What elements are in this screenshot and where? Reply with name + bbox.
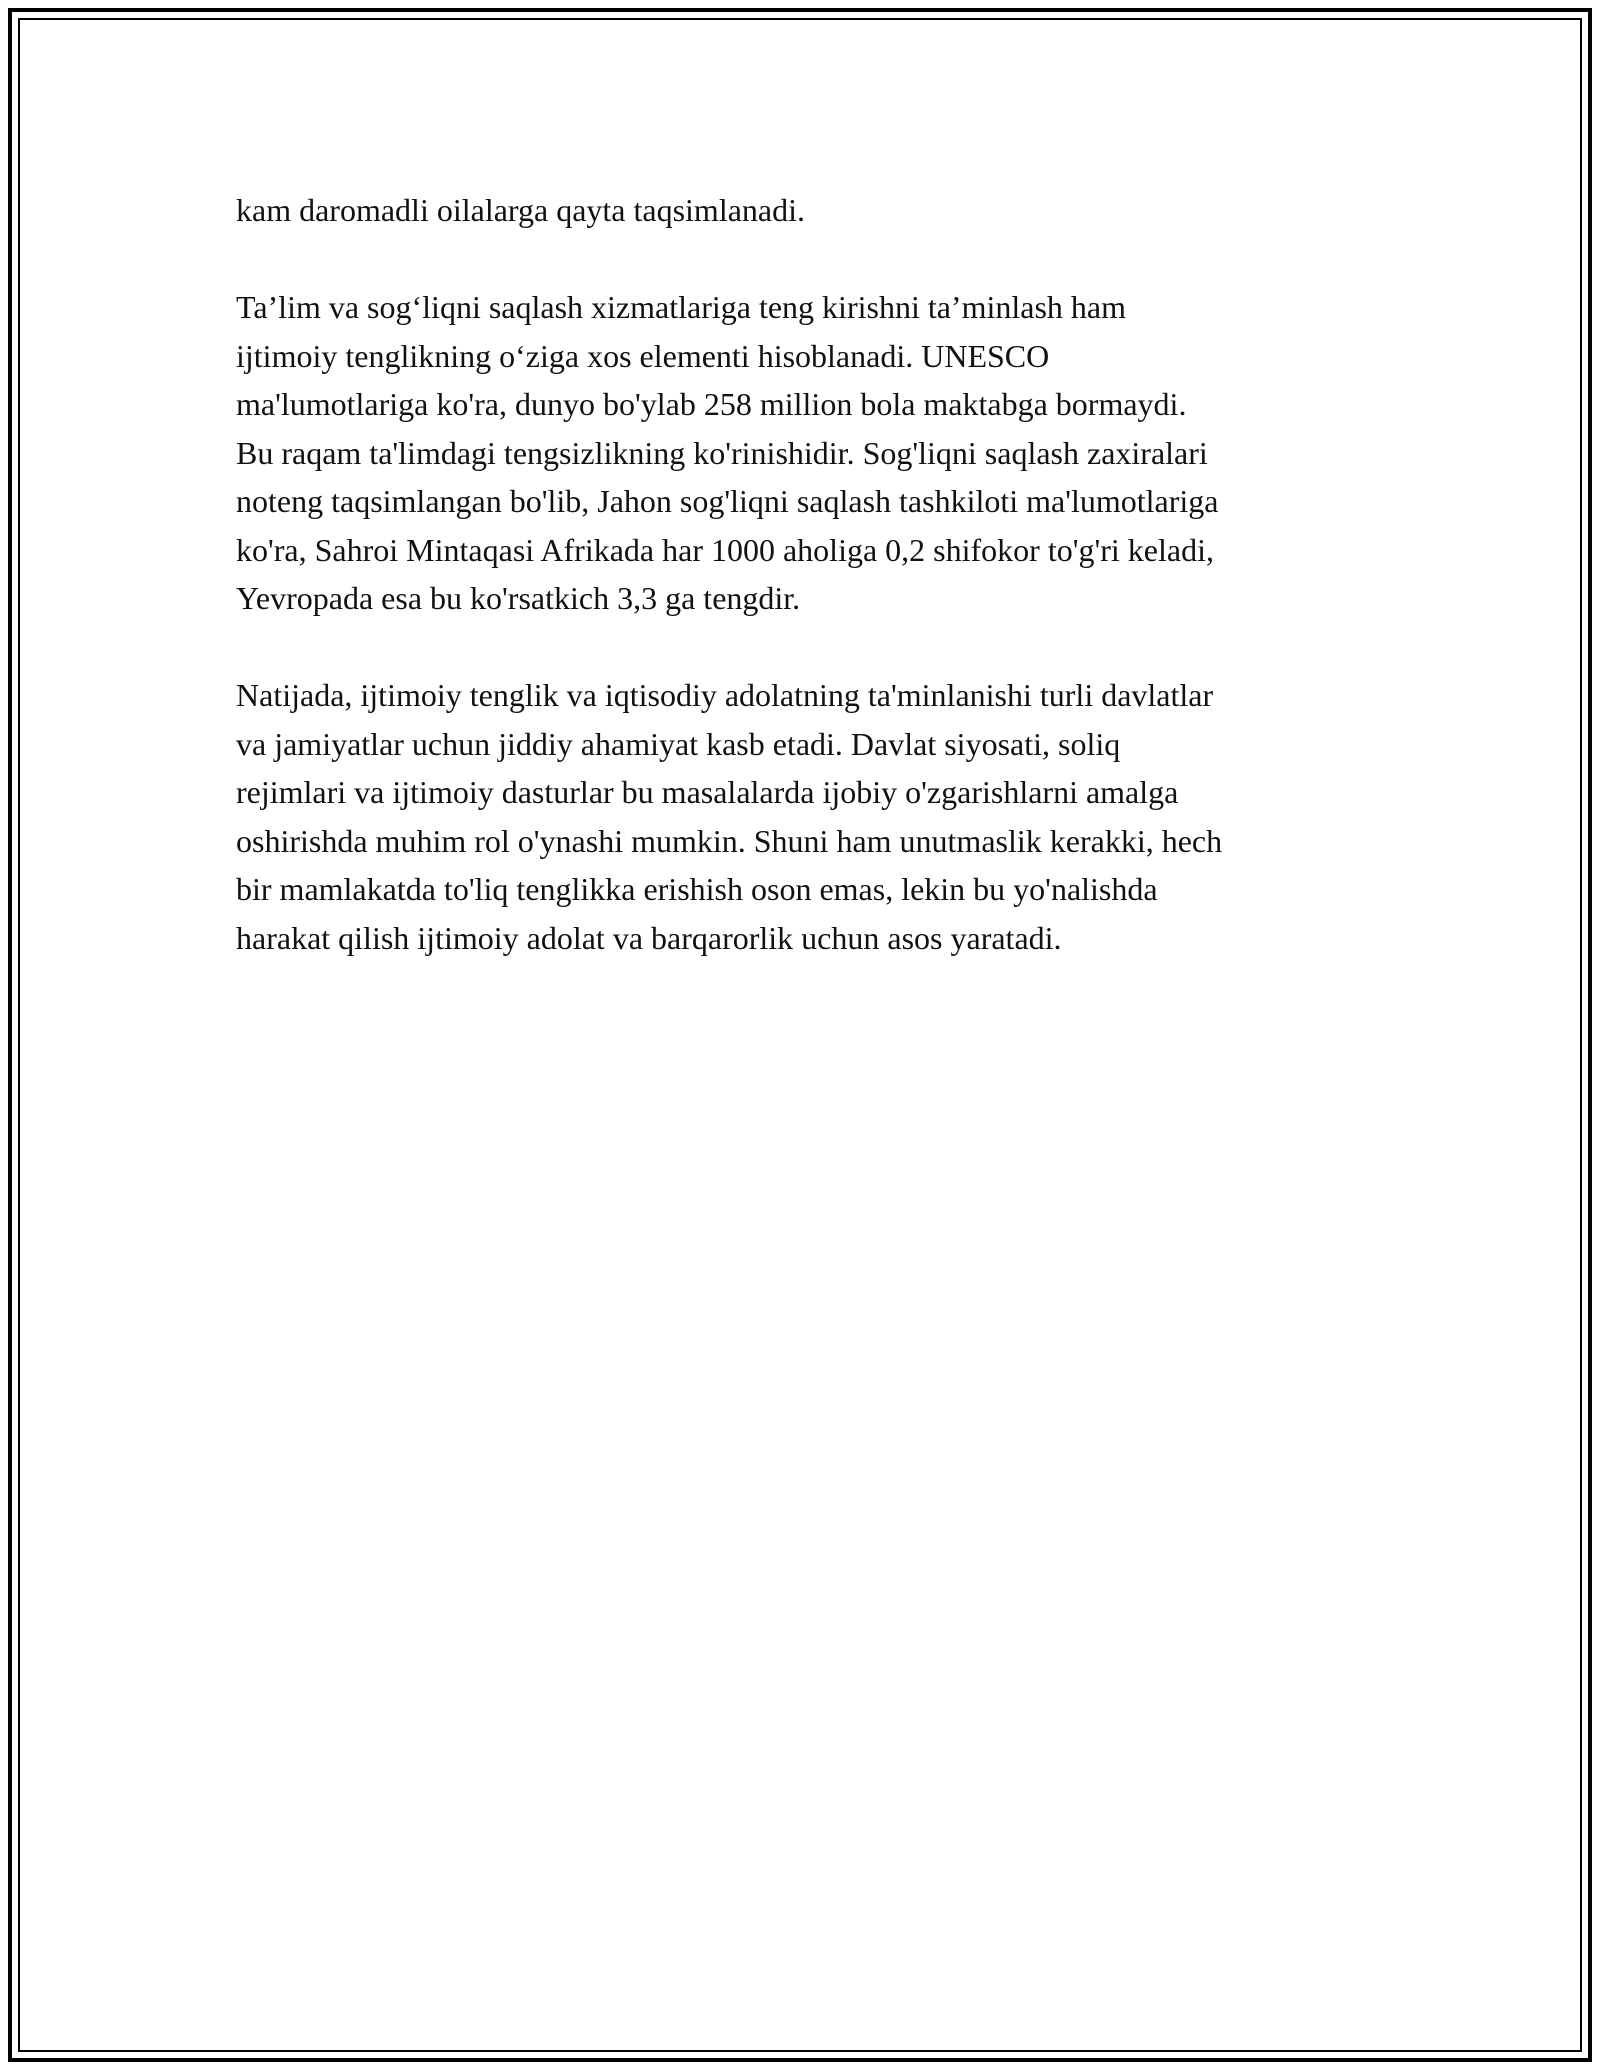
text-line: bir mamlakatda to'liq tenglikka erishish oson emas, lekin bu yo'nalishda bbox=[236, 871, 1158, 907]
text-line: oshirishda muhim rol o'ynashi mumkin. Shuni ham unutmaslik kerakki, hech bbox=[236, 822, 1223, 859]
text-line: harakat qilish ijtimoiy adolat va barqarorlik uchun asos yaratadi. bbox=[236, 919, 1062, 956]
text-line: Yevropada esa bu ko'rsatkich 3,3 ga tengdir. bbox=[236, 580, 801, 616]
text-line: Bu raqam ta'limdagi tengsizlikning ko'rinishidir. Sog'liqni saqlash zaxiralari bbox=[236, 434, 1208, 471]
text-line: Ta’lim va sog‘liqni saqlash xizmatlariga teng kirishni ta’minlash ham bbox=[236, 289, 1126, 325]
document-body bbox=[236, 186, 1376, 1011]
text-line: noteng taqsimlangan bo'lib, Jahon sog'liqni saqlash tashkiloti ma'lumotlariga bbox=[236, 483, 1219, 519]
text-line: va jamiyatlar uchun jiddiy ahamiyat kasb etadi. Davlat siyosati, soliq bbox=[236, 725, 1121, 762]
text-line: rejimlari va ijtimoiy dasturlar bu masalalarda ijobiy o'zgarishlarni amalga bbox=[236, 774, 1179, 810]
paragraph-2 bbox=[236, 283, 1376, 623]
paragraph-3 bbox=[236, 671, 1376, 962]
text-line: ijtimoiy tenglikning o‘ziga xos elementi hisoblanadi. UNESCO bbox=[236, 337, 1050, 374]
text-line: kam daromadli oilalarga qayta taqsimlanadi. bbox=[236, 192, 805, 228]
text-line: ko'ra, Sahroi Mintaqasi Afrikada har 1000 aholiga 0,2 shifokor to'g'ri keladi, bbox=[236, 531, 1214, 568]
paragraph-1 bbox=[236, 186, 1376, 235]
text-line: ma'lumotlariga ko'ra, dunyo bo'ylab 258 million bola maktabga bormaydi. bbox=[236, 386, 1187, 422]
text-line: Natijada, ijtimoiy tenglik va iqtisodiy adolatning ta'minlanishi turli davlatlar bbox=[236, 677, 1214, 713]
